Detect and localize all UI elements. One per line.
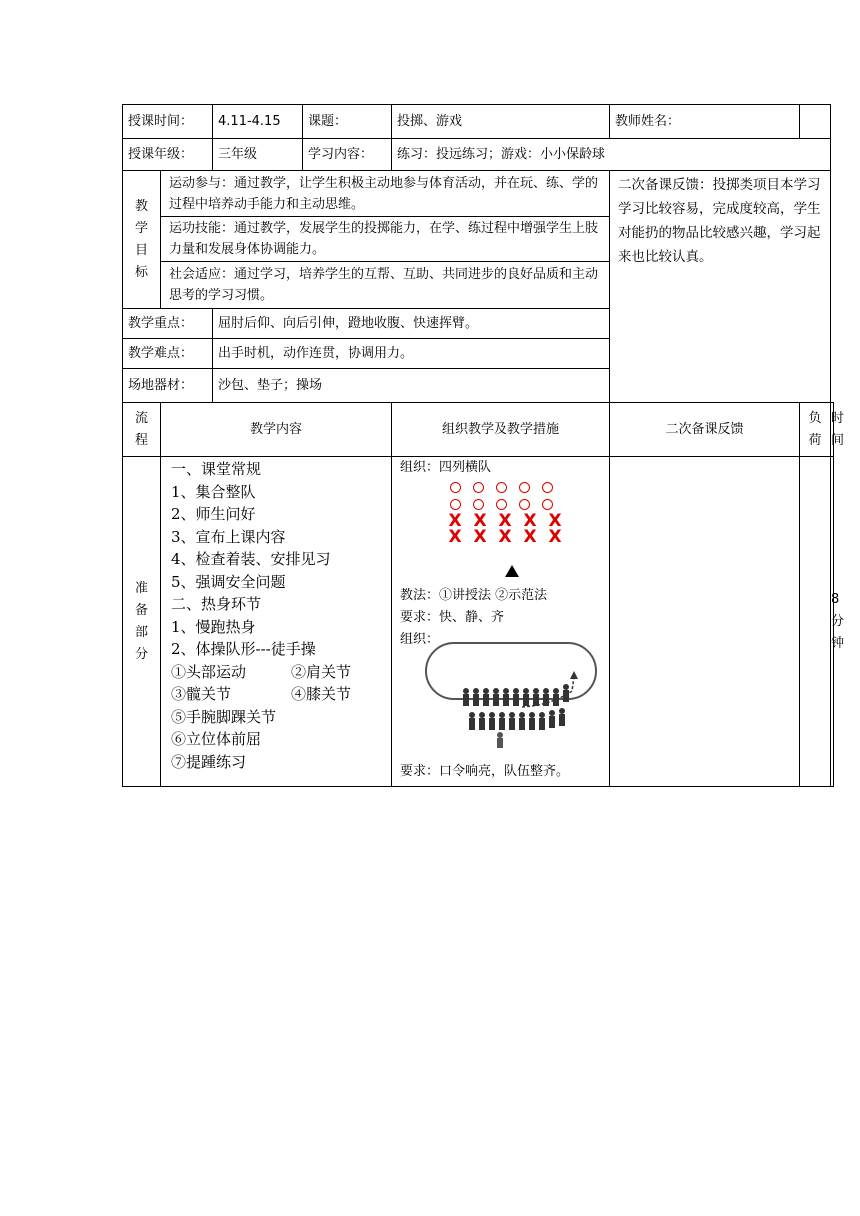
student-circle-icon (519, 482, 530, 493)
student-figure-icon (523, 688, 529, 706)
student-x-icon: X (473, 511, 487, 531)
student-circle-icon (450, 499, 461, 510)
time-char: 钟 (831, 635, 845, 651)
student-figure-icon (533, 688, 539, 706)
time-label: 授课时间： (123, 105, 213, 139)
objective-social: 社会适应：通过学习，培养学生的互帮、互助、共同进步的良好品质和主动思考的学习习惯。 (161, 262, 610, 309)
student-x-icon: X (498, 527, 512, 547)
student-figure-icon (503, 688, 509, 706)
prep-char: 准 (134, 580, 148, 596)
student-figure-icon (469, 712, 475, 730)
student-circle-icon (473, 482, 484, 493)
header-row-1 (123, 105, 834, 139)
content-header: 教学内容 (161, 403, 392, 457)
method-text: 教法：①讲授法 ②示范法 (400, 588, 548, 603)
side-char: 目 (134, 242, 148, 258)
flow-char: 流 (134, 410, 148, 426)
prep-char: 分 (134, 646, 148, 662)
objective-participation: 运动参与：通过教学，让学生积极主动地参与体育活动，并在玩、练、学的过程中培养动手能力和主动思维。 (161, 171, 610, 217)
student-figures-row-2 (469, 708, 565, 730)
student-circle-icon (519, 499, 530, 510)
student-x-icon: X (523, 527, 537, 547)
exercise-item: ③髋关节 (171, 685, 232, 703)
student-x-icon: X (548, 511, 562, 531)
topic-label: 课题： (303, 105, 392, 139)
exercise-pair (171, 661, 381, 684)
student-circle-icon (450, 482, 461, 493)
lesson-plan-table (122, 104, 845, 787)
topic-value: 投掷、游戏 (392, 105, 610, 139)
side-char: 教 (134, 198, 148, 214)
student-x-icon: X (498, 511, 512, 531)
student-x-icon: X (548, 527, 562, 547)
student-figure-icon (493, 688, 499, 706)
student-circle-icon (473, 499, 484, 510)
student-circle-icon (496, 499, 507, 510)
equipment-value: 沙包、垫子；操场 (213, 369, 610, 403)
x-row (448, 527, 562, 547)
time-char: 分 (831, 613, 845, 629)
student-circle-icon (496, 482, 507, 493)
prep-content (161, 457, 392, 787)
student-x-icon: X (448, 511, 462, 531)
grade-label: 授课年级： (123, 139, 213, 171)
student-figure-icon (553, 688, 559, 706)
teacher-triangle-icon (505, 565, 519, 577)
org-title: 组织：四列横队 (400, 460, 492, 475)
student-figure-icon (513, 688, 519, 706)
circle-row (450, 499, 553, 510)
time-char: 时 (831, 410, 845, 426)
requirement-text-2: 要求：口令响亮，队伍整齐。 (400, 764, 570, 779)
teacher-value (800, 105, 831, 139)
organization-header: 组织教学及教学措施 (392, 403, 610, 457)
time-char: 间 (831, 432, 845, 448)
prep-organization (392, 457, 610, 787)
prep-side-label (123, 457, 161, 787)
objectives-feedback: 二次备课反馈：投掷类项目本学习学习比较容易，完成度较高，学生对能扔的物品比较感兴趣，学习起来也比较认真。 (610, 171, 831, 403)
focus-label: 教学重点： (123, 309, 213, 339)
process-header-row (123, 403, 834, 457)
requirement-text: 要求：快、静、齐 (400, 610, 505, 625)
student-figure-icon (519, 712, 525, 730)
student-figures-row-1 (463, 684, 569, 706)
content-line: 一、课堂常规 (171, 460, 262, 478)
load-header (800, 403, 845, 457)
student-figure-icon (489, 712, 495, 730)
side-char: 标 (134, 264, 148, 280)
prep-row (123, 457, 834, 787)
prep-char: 备 (134, 602, 148, 618)
student-figure-icon (499, 712, 505, 730)
student-x-icon: X (523, 511, 537, 531)
side-char: 学 (134, 220, 148, 236)
exercise-pair (171, 683, 381, 706)
running-track-diagram (422, 639, 602, 751)
student-figure-icon (509, 712, 515, 730)
track-oval (426, 643, 596, 699)
exercise-item: ①头部运动 (171, 662, 247, 681)
student-figure-icon (559, 708, 565, 726)
time-header (831, 403, 845, 457)
difficulty-label: 教学难点： (123, 339, 213, 369)
content-label: 学习内容： (303, 139, 392, 171)
grade-value: 三年级 (213, 139, 303, 171)
content-line: 1、慢跑热身 (171, 617, 256, 636)
content-line: 1、集合整队 (171, 482, 256, 501)
difficulty-value: 出手时机，动作连贯，协调用力。 (213, 339, 610, 369)
student-figure-icon (479, 712, 485, 730)
org-label-2: 组织： (400, 632, 440, 647)
objectives-side-label (123, 171, 161, 309)
prep-feedback (610, 457, 800, 787)
student-figure-icon (539, 712, 545, 730)
formation-area (392, 457, 609, 785)
student-figure-icon (483, 688, 489, 706)
header-row-2 (123, 139, 834, 171)
content-line: ⑤手腕脚踝关节 (171, 707, 277, 726)
student-circle-icon (542, 499, 553, 510)
time-value: 4.11-4.15 (213, 105, 303, 139)
student-x-icon: X (473, 527, 487, 547)
x-row (448, 511, 562, 531)
equipment-label: 场地器材： (123, 369, 213, 403)
time-number: 8 (831, 591, 840, 607)
exercise-item: ④膝关节 (291, 685, 352, 703)
student-figure-icon (529, 712, 535, 730)
exercise-item: ②肩关节 (291, 662, 352, 681)
flow-header (123, 403, 161, 457)
content-line: 3、宣布上课内容 (171, 527, 286, 546)
circle-row (450, 482, 553, 493)
objective-skill: 运功技能：通过教学，发展学生的投掷能力，在学、练过程中增强学生上肢力量和发展身体协调能力。 (161, 217, 610, 262)
feedback-header: 二次备课反馈 (610, 403, 800, 457)
content-line: 5、强调安全问题 (171, 572, 286, 591)
student-circle-icon (542, 482, 553, 493)
prep-time (831, 457, 845, 787)
content-line: 二、热身环节 (171, 595, 262, 613)
content-line: 4、检查着装、安排见习 (171, 550, 331, 568)
content-line: 2、体操队形---徒手操 (171, 640, 316, 658)
student-figure-icon (463, 688, 469, 706)
content-line: ⑥立位体前屈 (171, 730, 262, 748)
arrow-head-icon (570, 671, 578, 679)
teacher-figure-icon (497, 732, 503, 748)
student-figure-icon (473, 688, 479, 706)
student-figure-icon (563, 684, 569, 702)
objective-row-1 (123, 171, 834, 217)
lesson-plan (122, 104, 845, 787)
prep-char: 部 (134, 624, 148, 640)
student-figure-icon (549, 710, 555, 728)
flow-char: 程 (134, 432, 148, 448)
content-line: ⑦提踵练习 (171, 752, 247, 771)
prep-load (800, 457, 845, 787)
teacher-label: 教师姓名： (610, 105, 800, 139)
load-char: 负 (808, 410, 822, 426)
student-x-icon: X (448, 527, 462, 547)
focus-value: 屈肘后仰、向后引伸，蹬地收腹、快速挥臂。 (213, 309, 610, 339)
content-line: 2、师生问好 (171, 505, 256, 523)
load-char: 荷 (808, 432, 822, 448)
content-value: 练习：投远练习；游戏：小小保龄球 (392, 139, 831, 171)
